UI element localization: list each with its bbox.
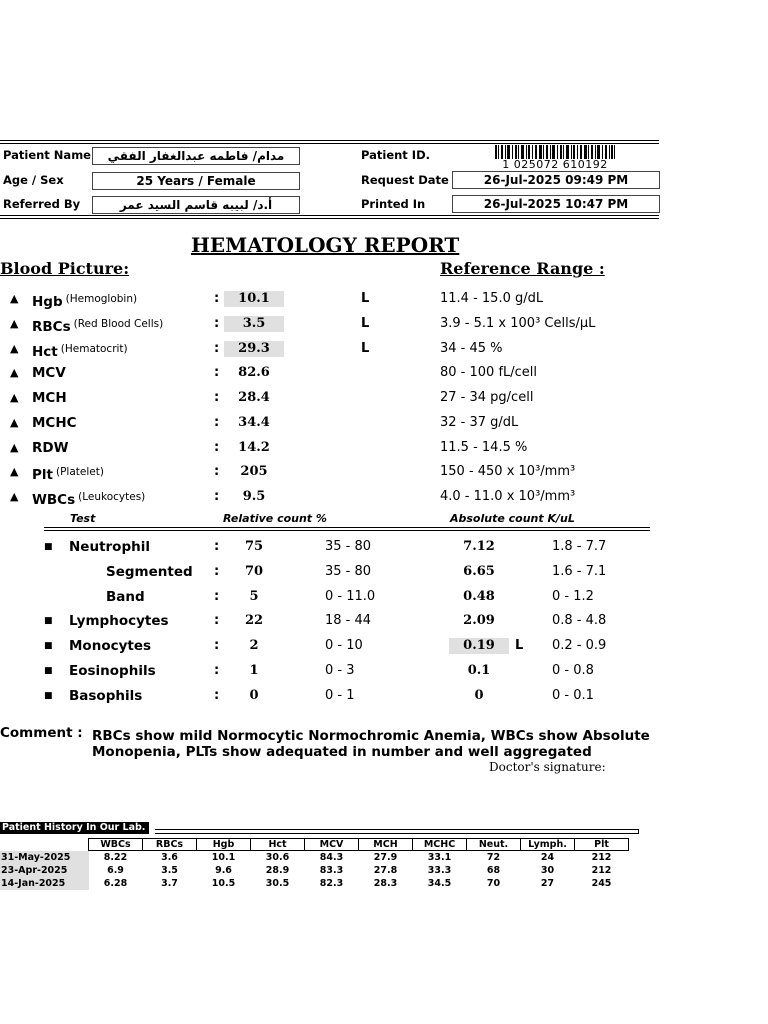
test-name [32, 486, 145, 511]
test-value: 29.3 [224, 341, 284, 357]
history-row [0, 877, 629, 890]
comment-line-2: Monopenia, PLTs show adequated in number and well aggregated [92, 744, 592, 760]
test-row [0, 338, 768, 360]
history-cell: 34.5 [427, 878, 452, 889]
test-reference-range: 80 - 100 fL/cell [440, 365, 538, 381]
diff-header-rule-2 [44, 530, 650, 531]
history-cell: 10.5 [211, 878, 236, 889]
history-column-header: MCV [305, 839, 359, 851]
test-fullname: (Red Blood Cells) [73, 317, 164, 330]
diff-name: Segmented [106, 563, 193, 580]
history-cell: 30 [540, 865, 555, 876]
diff-header-rule [44, 527, 650, 528]
diff-relative-value: 70 [244, 563, 264, 579]
history-cell: 28.3 [373, 878, 398, 889]
history-title: Patient History In Our Lab. [0, 822, 149, 834]
test-name [32, 362, 66, 384]
test-abbrev: WBCs [32, 492, 76, 508]
history-cell: 70 [486, 878, 501, 889]
comment-line-1: RBCs show mild Normocytic Normochromic Anemia, WBCs show Absolute [92, 728, 650, 744]
header-top-rule-2 [0, 143, 659, 144]
test-row [0, 437, 768, 459]
history-cell: 33.3 [427, 865, 452, 876]
up-arrow-icon: ▲ [10, 292, 19, 305]
history-cell: 3.5 [161, 865, 178, 876]
diff-relative-value: 22 [244, 613, 264, 629]
diff-name: Eosinophils [69, 662, 156, 679]
diff-relative-range: 35 - 80 [325, 539, 372, 554]
test-row [0, 461, 768, 483]
diff-relative-range: 18 - 44 [325, 613, 372, 629]
history-date: 31-May-2025 [0, 851, 89, 865]
test-name [32, 338, 128, 363]
history-cell: 6.9 [107, 865, 124, 876]
diff-absolute-value: 0 [474, 687, 484, 703]
diff-row [0, 685, 768, 707]
history-cell: 212 [591, 865, 612, 876]
test-abbrev: Plt [32, 467, 53, 484]
colon: : [214, 563, 220, 579]
header-bottom-rule [0, 215, 659, 216]
history-column-header: Hct [251, 839, 305, 851]
diff-row [0, 610, 768, 632]
diff-row [0, 586, 768, 608]
test-abbrev: MCH [32, 390, 67, 406]
diff-absolute-range: 0.2 - 0.9 [552, 638, 607, 653]
colon: : [214, 489, 220, 504]
test-value: 205 [240, 464, 268, 480]
diff-header-test: Test [70, 512, 96, 525]
test-name [32, 412, 77, 434]
up-arrow-icon: ▲ [10, 366, 19, 380]
colon: : [214, 539, 220, 554]
test-row [0, 313, 768, 335]
diff-name: Basophils [69, 687, 143, 704]
history-column-header: RBCs [143, 839, 197, 851]
barcode-text: 1 025072 610192 [493, 159, 617, 171]
diff-absolute-value: 2.09 [463, 613, 495, 629]
test-reference-range: 27 - 34 pg/cell [440, 390, 534, 405]
test-value: 3.5 [224, 316, 284, 332]
history-row [0, 864, 629, 877]
history-cell: 245 [591, 878, 612, 889]
test-flag: L [361, 291, 370, 306]
test-name [32, 437, 69, 459]
test-value: 10.1 [224, 291, 284, 307]
test-value: 14.2 [238, 439, 270, 455]
history-cell: 82.3 [319, 878, 344, 889]
printed-in-label: Printed In [361, 197, 426, 211]
history-cell: 30.5 [265, 878, 290, 889]
patient-name-value: مدام/ فاطمه عبدالغفار الفقي [92, 147, 300, 165]
up-arrow-icon: ▲ [10, 440, 19, 454]
history-cell: 33.1 [427, 852, 452, 863]
test-fullname: (Hematocrit) [60, 342, 128, 355]
history-cell: 212 [591, 852, 612, 863]
test-row [0, 387, 768, 409]
test-value: 9.5 [242, 489, 266, 504]
up-arrow-icon: ▲ [10, 490, 19, 503]
history-cell: 24 [540, 852, 555, 863]
history-row [0, 851, 629, 865]
colon: : [214, 390, 220, 405]
test-abbrev: RBCs [32, 318, 71, 335]
diff-absolute-value: 0.19 [449, 638, 509, 654]
diff-header-relative: Relative count % [223, 512, 327, 525]
diff-relative-range: 0 - 1 [325, 687, 355, 703]
request-date-value: 26-Jul-2025 09:49 PM [452, 171, 660, 189]
barcode [493, 145, 617, 171]
test-value: 82.6 [238, 365, 270, 381]
colon: : [214, 291, 220, 306]
history-column-header: MCH [359, 839, 413, 851]
test-abbrev: MCHC [32, 414, 77, 431]
colon: : [214, 315, 220, 331]
diff-absolute-value: 0.1 [467, 662, 491, 678]
history-column-header: MCHC [413, 839, 467, 851]
history-column-header: WBCs [89, 839, 143, 851]
test-reference-range: 3.9 - 5.1 x 100³ Cells/μL [440, 315, 596, 331]
up-arrow-icon: ▲ [10, 316, 19, 330]
diff-header [0, 512, 768, 528]
test-row [0, 362, 768, 384]
test-abbrev: Hct [32, 343, 58, 360]
referred-by-value: أ.د/ لبيبه قاسم السيد عمر [92, 196, 300, 214]
history-cell: 68 [486, 865, 501, 876]
colon: : [214, 340, 220, 356]
test-row [0, 486, 768, 508]
history-cell: 10.1 [211, 852, 236, 863]
history-cell: 28.9 [265, 865, 290, 876]
referred-by-label: Referred By [3, 197, 81, 211]
patient-name-label: Patient Name [3, 148, 91, 162]
header-top-rule [0, 140, 659, 141]
colon: : [214, 464, 220, 480]
diff-relative-range: 0 - 11.0 [325, 588, 376, 604]
test-value: 28.4 [238, 390, 270, 405]
test-abbrev: Hgb [32, 294, 63, 310]
up-arrow-icon: ▲ [10, 415, 19, 429]
colon: : [214, 439, 220, 455]
diff-relative-value: 2 [249, 638, 259, 653]
diff-absolute-range: 1.8 - 7.7 [552, 539, 607, 554]
test-reference-range: 11.4 - 15.0 g/dL [440, 291, 544, 306]
test-reference-range: 34 - 45 % [440, 340, 503, 356]
history-cell: 8.22 [103, 852, 128, 863]
test-flag: L [361, 315, 370, 331]
diff-row [0, 561, 768, 583]
history-cell: 84.3 [319, 852, 344, 863]
test-flag: L [361, 340, 370, 356]
history-date: 14-Jan-2025 [0, 877, 89, 890]
history-cell: 27 [540, 878, 555, 889]
diff-absolute-range: 1.6 - 7.1 [552, 563, 607, 579]
age-sex-value: 25 Years / Female [92, 172, 300, 190]
diff-name: Band [106, 588, 145, 605]
history-cell: 3.7 [161, 878, 178, 889]
comment-label: Comment : [0, 725, 83, 741]
test-fullname: (Platelet) [55, 466, 104, 479]
diff-relative-value: 5 [249, 588, 259, 604]
diff-absolute-flag: L [515, 638, 524, 653]
test-fullname: (Leukocytes) [78, 491, 146, 503]
header-bottom-rule-2 [0, 218, 659, 219]
colon: : [214, 638, 220, 653]
diff-name: Lymphocytes [69, 613, 169, 630]
blood-picture-heading: Blood Picture: [0, 259, 130, 278]
colon: : [214, 414, 220, 430]
test-row [0, 288, 768, 310]
bullet-icon: ■ [44, 665, 53, 676]
history-cell: 3.6 [161, 852, 178, 863]
test-row [0, 412, 768, 434]
diff-absolute-range: 0 - 0.8 [552, 662, 594, 678]
up-arrow-icon: ▲ [10, 341, 19, 355]
bullet-icon: ■ [44, 690, 53, 701]
test-abbrev: MCV [32, 365, 66, 382]
reference-range-heading: Reference Range : [440, 259, 605, 278]
diff-absolute-value: 0.48 [463, 588, 495, 604]
diff-row [0, 635, 768, 657]
test-reference-range: 150 - 450 x 10³/mm³ [440, 464, 576, 480]
test-reference-range: 32 - 37 g/dL [440, 414, 519, 430]
history-date: 23-Apr-2025 [0, 864, 89, 877]
history-column-header: Plt [575, 839, 629, 851]
colon: : [214, 365, 220, 381]
test-name [32, 387, 67, 409]
diff-absolute-range: 0 - 1.2 [552, 588, 594, 604]
diff-relative-value: 0 [249, 687, 259, 703]
test-fullname: (Hemoglobin) [65, 293, 138, 305]
diff-row [0, 536, 768, 558]
test-name [32, 288, 137, 313]
test-name [32, 461, 104, 486]
bullet-icon: ■ [44, 542, 53, 552]
diff-absolute-range: 0 - 0.1 [552, 687, 594, 703]
up-arrow-icon: ▲ [10, 391, 19, 404]
test-reference-range: 4.0 - 11.0 x 10³/mm³ [440, 489, 576, 504]
history-cell: 83.3 [319, 865, 344, 876]
colon: : [214, 662, 220, 678]
colon: : [214, 687, 220, 703]
bullet-icon: ■ [44, 616, 53, 627]
diff-name: Neutrophil [69, 539, 150, 555]
printed-in-value: 26-Jul-2025 10:47 PM [452, 195, 660, 213]
diff-relative-range: 0 - 10 [325, 638, 363, 653]
diff-name: Monocytes [69, 638, 152, 654]
history-column-header: Hgb [197, 839, 251, 851]
test-name [32, 313, 163, 338]
diff-row [0, 660, 768, 682]
history-title-rule [155, 829, 639, 834]
diff-absolute-value: 7.12 [463, 539, 495, 554]
request-date-label: Request Date [361, 173, 449, 187]
diff-header-absolute: Absolute count K/uL [450, 512, 575, 525]
history-table [0, 838, 629, 890]
report-title: HEMATOLOGY REPORT [191, 233, 460, 257]
diff-relative-range: 35 - 80 [325, 563, 372, 579]
patient-id-label: Patient ID. [361, 148, 430, 162]
bullet-icon: ■ [44, 641, 53, 651]
diff-absolute-value: 6.65 [463, 563, 495, 579]
history-cell: 27.8 [373, 865, 398, 876]
history-cell: 72 [486, 852, 501, 863]
colon: : [214, 613, 220, 629]
history-cell: 9.6 [215, 865, 232, 876]
colon: : [214, 588, 220, 604]
diff-relative-value: 75 [244, 539, 264, 554]
history-cell: 27.9 [373, 852, 398, 863]
diff-relative-range: 0 - 3 [325, 662, 355, 678]
history-cell: 6.28 [103, 878, 128, 889]
test-reference-range: 11.5 - 14.5 % [440, 439, 528, 455]
diff-relative-value: 1 [249, 662, 259, 678]
test-value: 34.4 [238, 414, 270, 430]
history-cell: 30.6 [265, 852, 290, 863]
up-arrow-icon: ▲ [10, 465, 19, 479]
age-sex-label: Age / Sex [3, 173, 64, 187]
diff-absolute-range: 0.8 - 4.8 [552, 613, 607, 629]
doctor-signature-label: Doctor's signature: [489, 760, 606, 774]
history-column-header: Neut. [467, 839, 521, 851]
test-abbrev: RDW [32, 439, 69, 456]
history-column-header: Lymph. [521, 839, 575, 851]
